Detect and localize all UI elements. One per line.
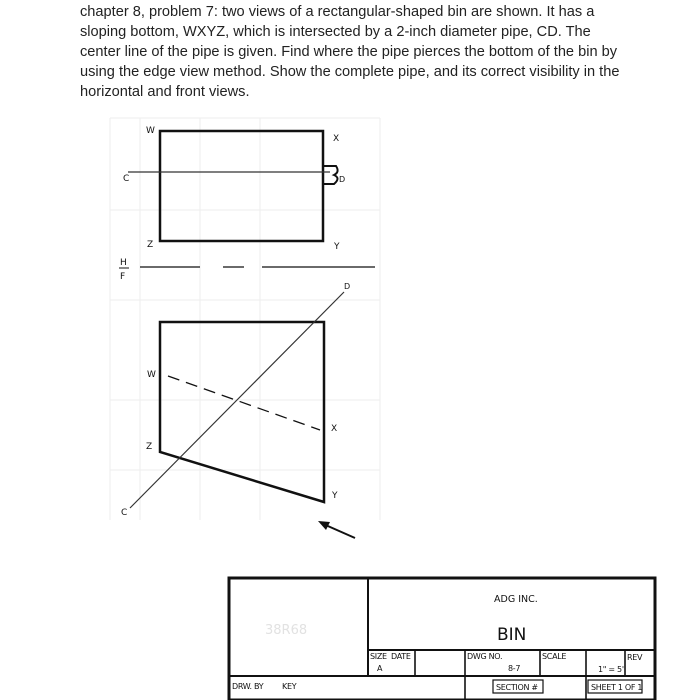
drawn-by-value: KEY xyxy=(282,682,297,691)
fold-label-h: H xyxy=(120,258,127,268)
section-label: SECTION # xyxy=(496,683,538,692)
fold-label-f: F xyxy=(120,272,126,282)
rev-label: REV xyxy=(627,653,643,662)
date-label: DATE xyxy=(391,652,411,661)
top-view-bin-outline xyxy=(160,131,323,241)
front-label-d: D xyxy=(344,282,351,291)
line-of-sight-arrow xyxy=(318,521,355,538)
top-view-pipe-end xyxy=(323,166,338,184)
top-label-y: Y xyxy=(334,242,340,252)
front-view-bin-outline xyxy=(160,322,324,502)
top-label-c: C xyxy=(123,174,130,184)
top-label-w: W xyxy=(146,126,155,136)
drawn-by-label: DRW. BY xyxy=(232,682,264,691)
size-label: SIZE xyxy=(370,652,387,661)
top-label-z: Z xyxy=(147,240,154,250)
dwg-no-label: DWG NO. xyxy=(467,652,503,661)
top-view xyxy=(123,126,345,252)
problem-text: chapter 8, problem 7: two views of a rectangular-shaped bin are shown. It has a sloping bottom, WXYZ, which is intersected by a 2-inch diameter pipe, CD. The center line of the pipe is given. Find where the pipe pierces the bottom of the bin by using the edge view method. Show the complete pipe, and its correct visibility in the horizontal and front views. xyxy=(80,4,620,100)
size-value: A xyxy=(377,664,383,673)
drawing-title: BIN xyxy=(497,625,527,645)
dwg-no-value: 8-7 xyxy=(508,664,521,673)
front-label-x: X xyxy=(331,424,338,434)
company-name: ADG INC. xyxy=(494,594,538,605)
front-label-c: C xyxy=(121,508,128,518)
front-label-w: W xyxy=(147,370,156,380)
top-label-d: D xyxy=(339,175,346,184)
top-label-x: X xyxy=(333,134,340,144)
scale-label: SCALE xyxy=(542,652,567,661)
scale-value: 1" = 5' xyxy=(598,665,624,674)
fold-line-hf xyxy=(119,258,375,282)
title-block-ghost-text: 38R68 xyxy=(265,623,308,638)
front-label-z: Z xyxy=(146,442,153,452)
front-view-sloping-bottom-edge xyxy=(168,376,320,430)
sheet-label: SHEET 1 OF 1 xyxy=(591,683,643,692)
front-label-y: Y xyxy=(332,491,338,501)
title-block xyxy=(229,578,655,700)
